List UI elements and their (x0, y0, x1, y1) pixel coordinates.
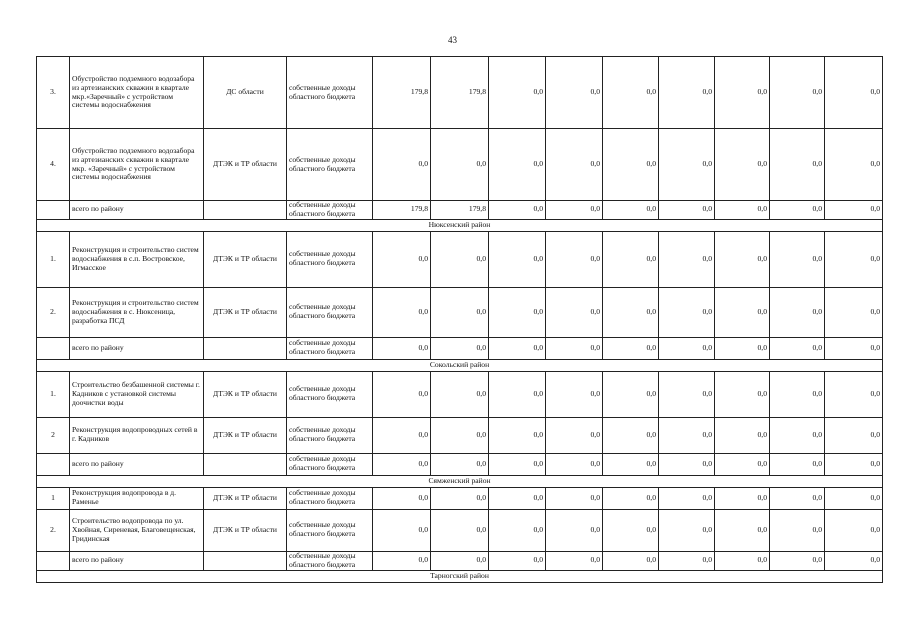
amount-cell: 0,0 (603, 551, 659, 570)
district-header-row (37, 475, 883, 487)
amount-cell: 0,0 (431, 129, 489, 201)
funding-source: собственные доходы областного бюджета (287, 417, 373, 453)
amount-cell: 0,0 (546, 417, 603, 453)
amount-cell: 0,0 (659, 57, 715, 129)
funding-source: собственные доходы областного бюджета (287, 231, 373, 287)
table-row (37, 371, 883, 417)
amount-cell: 0,0 (715, 201, 770, 220)
amount-cell: 0,0 (489, 551, 546, 570)
amount-cell: 0,0 (603, 57, 659, 129)
amount-cell: 0,0 (770, 129, 825, 201)
amount-cell: 0,0 (431, 371, 489, 417)
amount-cell: 0,0 (431, 231, 489, 287)
amount-cell: 0,0 (825, 551, 883, 570)
executor: ДТЭК и ТР области (204, 509, 287, 551)
amount-cell: 0,0 (603, 453, 659, 475)
district-total-row (37, 551, 883, 570)
amount-cell: 0,0 (825, 509, 883, 551)
amount-cell: 0,0 (489, 287, 546, 337)
executor: ДТЭК и ТР области (204, 129, 287, 201)
funding-source: собственные доходы областного бюджета (287, 287, 373, 337)
amount-cell: 0,0 (603, 371, 659, 417)
project-name: Обустройство подземного водозабора из артезианских скважин в квартале мкр.«Заречный» с устройством системы водоснабжения (70, 57, 204, 129)
district-total-row (37, 201, 883, 220)
amount-cell: 0,0 (659, 371, 715, 417)
amount-cell: 0,0 (373, 453, 431, 475)
district-name: Сокольский район (37, 359, 883, 371)
row-number: 1. (37, 231, 70, 287)
amount-cell: 0,0 (659, 231, 715, 287)
funding-source: собственные доходы областного бюджета (287, 487, 373, 509)
amount-cell: 0,0 (373, 551, 431, 570)
district-total-row (37, 453, 883, 475)
table-row (37, 287, 883, 337)
amount-cell: 0,0 (770, 57, 825, 129)
amount-cell: 0,0 (546, 371, 603, 417)
amount-cell: 0,0 (546, 551, 603, 570)
executor (204, 453, 287, 475)
row-number: 1 (37, 487, 70, 509)
amount-cell: 0,0 (603, 337, 659, 359)
project-name: всего по району (70, 551, 204, 570)
district-header-row (37, 570, 883, 582)
amount-cell: 0,0 (546, 231, 603, 287)
amount-cell: 0,0 (659, 337, 715, 359)
district-name: Сямженский район (37, 475, 883, 487)
amount-cell: 0,0 (715, 287, 770, 337)
row-number: 2 (37, 417, 70, 453)
project-name: Обустройство подземного водозабора из артезианских скважин в квартале мкр. «Заречный» с устройством системы водоснабжения (70, 129, 204, 201)
amount-cell: 0,0 (770, 337, 825, 359)
district-header-row (37, 359, 883, 371)
amount-cell: 0,0 (715, 337, 770, 359)
funding-source: собственные доходы областного бюджета (287, 453, 373, 475)
project-name: Реконструкция и строительство систем водоснабжения в с. Нюксеница, разработка ПСД (70, 287, 204, 337)
amount-cell: 179,8 (431, 201, 489, 220)
executor: ДТЭК и ТР области (204, 487, 287, 509)
funding-source: собственные доходы областного бюджета (287, 371, 373, 417)
amount-cell: 179,8 (373, 57, 431, 129)
executor: ДТЭК и ТР области (204, 231, 287, 287)
table-row (37, 231, 883, 287)
amount-cell: 179,8 (431, 57, 489, 129)
amount-cell: 0,0 (489, 201, 546, 220)
amount-cell: 0,0 (546, 201, 603, 220)
amount-cell: 179,8 (373, 201, 431, 220)
amount-cell: 0,0 (431, 287, 489, 337)
amount-cell: 0,0 (825, 417, 883, 453)
row-number: 2. (37, 287, 70, 337)
amount-cell: 0,0 (825, 201, 883, 220)
amount-cell: 0,0 (770, 551, 825, 570)
executor: ДТЭК и ТР области (204, 371, 287, 417)
amount-cell: 0,0 (489, 337, 546, 359)
amount-cell: 0,0 (659, 129, 715, 201)
project-name: Строительство водопровода по ул. Хвойная, Сиреневая, Благовещенская, Гридинская (70, 509, 204, 551)
amount-cell: 0,0 (431, 453, 489, 475)
funding-source: собственные доходы областного бюджета (287, 337, 373, 359)
executor: ДТЭК и ТР области (204, 287, 287, 337)
project-name: Реконструкция водопровода в д. Раменье (70, 487, 204, 509)
executor (204, 201, 287, 220)
amount-cell: 0,0 (825, 231, 883, 287)
amount-cell: 0,0 (825, 337, 883, 359)
amount-cell: 0,0 (825, 487, 883, 509)
amount-cell: 0,0 (603, 129, 659, 201)
amount-cell: 0,0 (603, 417, 659, 453)
table-row (37, 509, 883, 551)
amount-cell: 0,0 (715, 509, 770, 551)
project-name: всего по району (70, 201, 204, 220)
table-row (37, 487, 883, 509)
budget-table (36, 56, 883, 583)
district-header-row (37, 219, 883, 231)
amount-cell: 0,0 (770, 417, 825, 453)
amount-cell: 0,0 (825, 57, 883, 129)
amount-cell: 0,0 (659, 509, 715, 551)
amount-cell: 0,0 (546, 337, 603, 359)
amount-cell: 0,0 (770, 201, 825, 220)
amount-cell: 0,0 (431, 337, 489, 359)
project-name: всего по району (70, 337, 204, 359)
amount-cell: 0,0 (659, 287, 715, 337)
amount-cell: 0,0 (825, 453, 883, 475)
amount-cell: 0,0 (659, 487, 715, 509)
amount-cell: 0,0 (373, 509, 431, 551)
amount-cell: 0,0 (715, 551, 770, 570)
district-total-row (37, 337, 883, 359)
amount-cell: 0,0 (715, 57, 770, 129)
amount-cell: 0,0 (489, 487, 546, 509)
funding-source: собственные доходы областного бюджета (287, 551, 373, 570)
amount-cell: 0,0 (825, 129, 883, 201)
amount-cell: 0,0 (715, 371, 770, 417)
row-number: 4. (37, 129, 70, 201)
amount-cell: 0,0 (715, 129, 770, 201)
table-row (37, 57, 883, 129)
executor (204, 337, 287, 359)
amount-cell: 0,0 (489, 129, 546, 201)
project-name: Строительство безбашенной системы г. Кадников с установкой системы доочистки воды (70, 371, 204, 417)
amount-cell: 0,0 (603, 509, 659, 551)
amount-cell: 0,0 (825, 287, 883, 337)
amount-cell: 0,0 (659, 551, 715, 570)
funding-source: собственные доходы областного бюджета (287, 201, 373, 220)
page-number: 43 (448, 35, 457, 45)
amount-cell: 0,0 (373, 417, 431, 453)
amount-cell: 0,0 (373, 231, 431, 287)
amount-cell: 0,0 (489, 509, 546, 551)
funding-source: собственные доходы областного бюджета (287, 57, 373, 129)
table-row (37, 129, 883, 201)
amount-cell: 0,0 (431, 551, 489, 570)
amount-cell: 0,0 (546, 453, 603, 475)
amount-cell: 0,0 (373, 287, 431, 337)
amount-cell: 0,0 (603, 201, 659, 220)
row-number (37, 551, 70, 570)
executor: ДС области (204, 57, 287, 129)
amount-cell: 0,0 (770, 509, 825, 551)
amount-cell: 0,0 (603, 287, 659, 337)
amount-cell: 0,0 (825, 371, 883, 417)
amount-cell: 0,0 (603, 231, 659, 287)
amount-cell: 0,0 (431, 509, 489, 551)
amount-cell: 0,0 (770, 487, 825, 509)
amount-cell: 0,0 (659, 201, 715, 220)
amount-cell: 0,0 (603, 487, 659, 509)
row-number: 1. (37, 371, 70, 417)
amount-cell: 0,0 (715, 231, 770, 287)
amount-cell: 0,0 (489, 371, 546, 417)
row-number (37, 453, 70, 475)
amount-cell: 0,0 (546, 129, 603, 201)
amount-cell: 0,0 (373, 487, 431, 509)
amount-cell: 0,0 (715, 417, 770, 453)
amount-cell: 0,0 (770, 371, 825, 417)
amount-cell: 0,0 (770, 453, 825, 475)
amount-cell: 0,0 (546, 287, 603, 337)
amount-cell: 0,0 (431, 487, 489, 509)
amount-cell: 0,0 (373, 337, 431, 359)
funding-source: собственные доходы областного бюджета (287, 129, 373, 201)
project-name: Реконструкция и строительство систем водоснабжения в с.п. Востровское, Игмасское (70, 231, 204, 287)
project-name: Реконструкция водопроводных сетей в г. Кадников (70, 417, 204, 453)
amount-cell: 0,0 (715, 487, 770, 509)
project-name: всего по району (70, 453, 204, 475)
district-name: Нюксенский район (37, 219, 883, 231)
amount-cell: 0,0 (546, 509, 603, 551)
amount-cell: 0,0 (489, 231, 546, 287)
amount-cell: 0,0 (489, 453, 546, 475)
amount-cell: 0,0 (546, 57, 603, 129)
row-number (37, 201, 70, 220)
amount-cell: 0,0 (373, 129, 431, 201)
amount-cell: 0,0 (659, 453, 715, 475)
amount-cell: 0,0 (659, 417, 715, 453)
amount-cell: 0,0 (715, 453, 770, 475)
table-row (37, 417, 883, 453)
amount-cell: 0,0 (546, 487, 603, 509)
amount-cell: 0,0 (770, 287, 825, 337)
amount-cell: 0,0 (770, 231, 825, 287)
amount-cell: 0,0 (431, 417, 489, 453)
row-number (37, 337, 70, 359)
amount-cell: 0,0 (489, 417, 546, 453)
amount-cell: 0,0 (373, 371, 431, 417)
district-name: Тарногский район (37, 570, 883, 582)
row-number: 3. (37, 57, 70, 129)
executor (204, 551, 287, 570)
executor: ДТЭК и ТР области (204, 417, 287, 453)
amount-cell: 0,0 (489, 57, 546, 129)
funding-source: собственные доходы областного бюджета (287, 509, 373, 551)
row-number: 2. (37, 509, 70, 551)
